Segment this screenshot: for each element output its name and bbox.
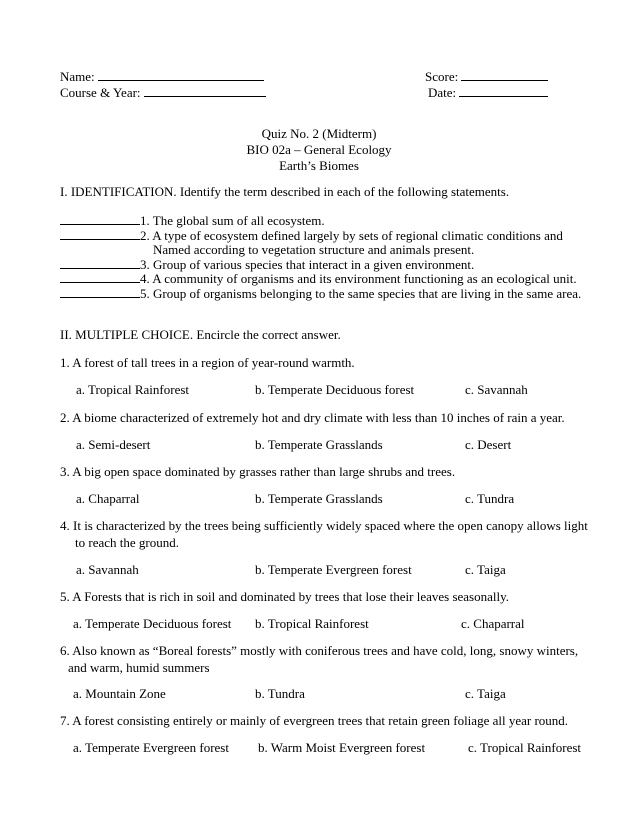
identification-item: 3. Group of various species that interact in a given environment. bbox=[60, 256, 474, 273]
date-field bbox=[428, 84, 548, 101]
option-a[interactable]: a. Temperate Evergreen forest bbox=[73, 740, 229, 755]
option-a[interactable]: a. Tropical Rainforest bbox=[76, 382, 190, 397]
topic-title: Earth’s Biomes bbox=[279, 158, 359, 173]
identification-item: 5. Group of organisms belonging to the same species that are living in the same area. bbox=[60, 285, 581, 302]
question-text: 4. It is characterized by the trees being sufficiently widely spaced where the open canopy allows light bbox=[60, 518, 588, 533]
score-field bbox=[425, 68, 548, 85]
option-a[interactable]: a. Temperate Deciduous forest bbox=[73, 616, 232, 631]
option-c[interactable]: c. Tundra bbox=[465, 491, 515, 506]
course-title: BIO 02a – General Ecology bbox=[246, 142, 392, 157]
date-blank[interactable] bbox=[459, 84, 548, 97]
option-a[interactable]: a. Mountain Zone bbox=[73, 686, 166, 701]
option-b[interactable]: b. Temperate Grasslands bbox=[255, 491, 383, 506]
answer-blank[interactable] bbox=[60, 227, 140, 240]
question-text: 1. A forest of tall trees in a region of year-round warmth. bbox=[60, 355, 355, 370]
option-b[interactable]: b. Warm Moist Evergreen forest bbox=[258, 740, 426, 755]
option-c[interactable]: c. Desert bbox=[465, 437, 512, 452]
option-b[interactable]: b. Temperate Evergreen forest bbox=[255, 562, 412, 577]
question-text: 3. A big open space dominated by grasses rather than large shrubs and trees. bbox=[60, 464, 456, 479]
question-text-cont: to reach the ground. bbox=[75, 535, 179, 550]
identification-item: 4. A community of organisms and its environment functioning as an ecological unit. bbox=[60, 270, 577, 287]
score-blank[interactable] bbox=[461, 68, 548, 81]
option-c[interactable]: c. Taiga bbox=[465, 562, 506, 577]
question-text: 7. A forest consisting entirely or mainly of evergreen trees that retain green foliage all year round. bbox=[60, 713, 569, 728]
name-label: Name: bbox=[60, 69, 95, 84]
answer-blank[interactable] bbox=[60, 270, 140, 283]
identification-item: 2. A type of ecosystem defined largely by sets of regional climatic conditions and bbox=[60, 227, 563, 244]
option-a[interactable]: a. Semi-desert bbox=[76, 437, 151, 452]
quiz-title: Quiz No. 2 (Midterm) bbox=[261, 126, 377, 141]
name-field bbox=[60, 68, 264, 85]
option-c[interactable]: c. Taiga bbox=[465, 686, 506, 701]
option-c[interactable]: c. Savannah bbox=[465, 382, 528, 397]
identification-item-cont: Named according to vegetation structure and animals present. bbox=[153, 242, 475, 257]
section1-heading: I. IDENTIFICATION. Identify the term described in each of the following statements. bbox=[60, 184, 510, 199]
identification-item: 1. The global sum of all ecosystem. bbox=[60, 212, 325, 229]
option-c[interactable]: c. Tropical Rainforest bbox=[468, 740, 582, 755]
option-c[interactable]: c. Chaparral bbox=[461, 616, 525, 631]
section2-heading: II. MULTIPLE CHOICE. Encircle the correct answer. bbox=[60, 327, 341, 342]
question-text-cont: and warm, humid summers bbox=[68, 660, 210, 675]
option-a[interactable]: a. Savannah bbox=[76, 562, 139, 577]
option-a[interactable]: a. Chaparral bbox=[76, 491, 140, 506]
option-b[interactable]: b. Tropical Rainforest bbox=[255, 616, 369, 631]
question-text: 2. A biome characterized of extremely hot and dry climate with less than 10 inches of rain a year. bbox=[60, 410, 565, 425]
course-label: Course & Year: bbox=[60, 85, 141, 100]
date-label: Date: bbox=[428, 85, 457, 100]
option-b[interactable]: b. Temperate Deciduous forest bbox=[255, 382, 415, 397]
name-blank[interactable] bbox=[98, 68, 264, 81]
course-blank[interactable] bbox=[144, 84, 266, 97]
score-label: Score: bbox=[425, 69, 459, 84]
answer-blank[interactable] bbox=[60, 256, 140, 269]
answer-blank[interactable] bbox=[60, 212, 140, 225]
question-text: 5. A Forests that is rich in soil and dominated by trees that lose their leaves seasonally. bbox=[60, 589, 510, 604]
answer-blank[interactable] bbox=[60, 285, 140, 298]
option-b[interactable]: b. Tundra bbox=[255, 686, 305, 701]
question-text: 6. Also known as “Boreal forests” mostly with coniferous trees and have cold, long, snowy winters, bbox=[60, 643, 579, 658]
course-field bbox=[60, 84, 266, 101]
option-b[interactable]: b. Temperate Grasslands bbox=[255, 437, 383, 452]
